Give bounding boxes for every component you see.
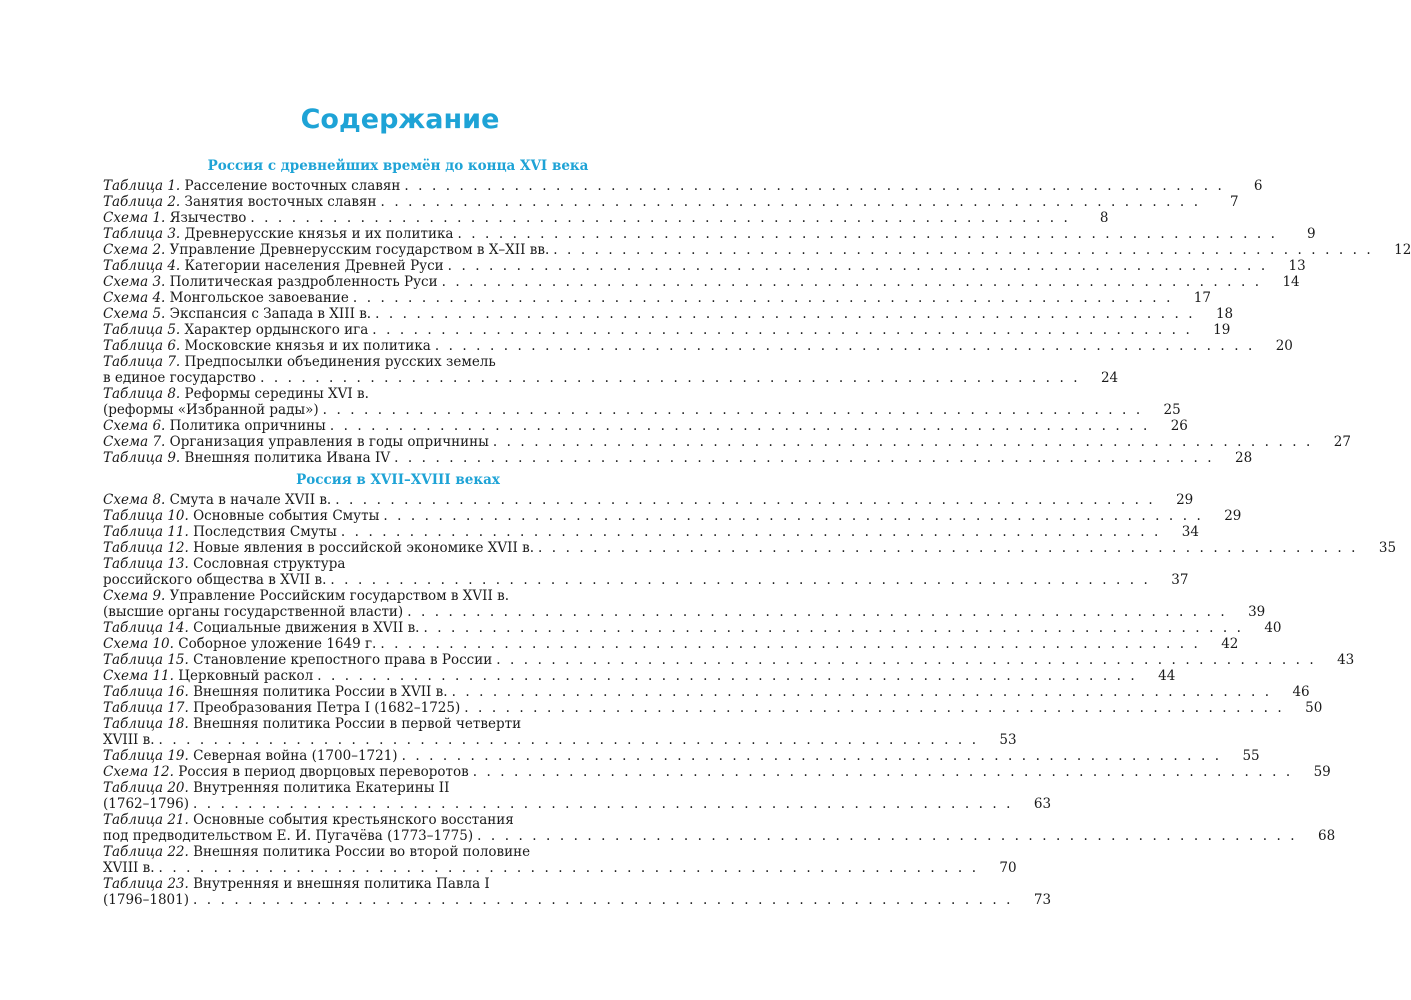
toc-entry[interactable] <box>103 418 1188 434</box>
toc-entry-line <box>103 418 1188 434</box>
toc-entry[interactable] <box>103 764 1331 780</box>
entry-title: XVIII в. <box>103 732 155 748</box>
toc-entry-line <box>103 402 1181 418</box>
page-number: 28 <box>1234 450 1253 466</box>
toc-entry[interactable] <box>103 386 1181 418</box>
toc-entry[interactable] <box>103 556 1189 588</box>
toc-entry[interactable] <box>103 876 1052 908</box>
entry-kind-label: Таблица 23. <box>103 876 189 892</box>
toc-entry-line <box>103 434 1351 450</box>
page-number: 34 <box>1181 524 1199 540</box>
page-number: 26 <box>1170 418 1188 434</box>
toc-entry-line <box>103 844 693 860</box>
entry-title: Реформы середины XVI в. <box>184 386 369 402</box>
toc-entry-line <box>103 716 693 732</box>
page-number: 73 <box>1033 892 1052 908</box>
dot-leader: . . . . . . . . . . . . . . . . . . . . . . . . . . . . . . . . . . . . . . . . . . . . . . . . . . . . . . . . . . . . <box>193 892 1014 908</box>
entry-kind-label: Схема 9. <box>103 588 166 604</box>
entry-kind-label: Таблица 6. <box>103 338 181 354</box>
page-number: 25 <box>1163 402 1181 418</box>
page-number: 19 <box>1213 322 1231 338</box>
toc-entry[interactable] <box>103 338 1293 354</box>
toc-entry[interactable] <box>103 748 1260 764</box>
toc-entry[interactable] <box>103 322 1231 338</box>
toc-entry-line <box>103 748 1260 764</box>
toc-entry[interactable] <box>103 492 1194 508</box>
entry-kind-label: Таблица 10. <box>103 508 189 524</box>
entry-title: Сословная структура <box>193 556 346 572</box>
page-number: 63 <box>1033 796 1052 812</box>
entry-title: под предводительством Е. И. Пугачёва (1773–1775) <box>103 828 474 844</box>
toc-entry-line <box>103 338 1293 354</box>
dot-leader: . . . . . . . . . . . . . . . . . . . . . . . . . . . . . . . . . . . . . . . . . . . . . . . . . . . . . . . . . . . . <box>492 434 1313 450</box>
dot-leader: . . . . . . . . . . . . . . . . . . . . . . . . . . . . . . . . . . . . . . . . . . . . . . . . . . . . . . . . . . . . <box>330 572 1151 588</box>
dot-leader: . . . . . . . . . . . . . . . . . . . . . . . . . . . . . . . . . . . . . . . . . . . . . . . . . . . . . . . . . . . . <box>472 764 1293 780</box>
entry-title: Соборное уложение 1649 г. <box>178 636 377 652</box>
page-number: 53 <box>999 732 1017 748</box>
entry-kind-label: Таблица 12. <box>103 540 189 556</box>
entry-title: (реформы «Избранной рады») <box>103 402 319 418</box>
toc-entry[interactable] <box>103 588 1266 620</box>
section-heading: Россия в XVII–XVIII веках <box>296 472 500 488</box>
toc-entry[interactable] <box>103 652 1355 668</box>
page-number: 59 <box>1313 764 1331 780</box>
page-number: 14 <box>1282 274 1300 290</box>
entry-title: Монгольское завоевание <box>169 290 349 306</box>
entry-title: Новые явления в российской экономике XVII в. <box>193 540 534 556</box>
toc-entry-line <box>103 242 1411 258</box>
entry-title: Экспансия с Запада в XIII в. <box>169 306 372 322</box>
entry-title: Основные события крестьянского восстания <box>193 812 514 828</box>
toc-entry-line <box>103 620 1282 636</box>
toc-entry-line <box>103 508 1242 524</box>
entry-kind-label: Таблица 17. <box>103 700 189 716</box>
page-number: 40 <box>1264 620 1282 636</box>
toc-entry-line <box>103 194 1239 210</box>
toc-entry[interactable] <box>103 178 1263 194</box>
dot-leader: . . . . . . . . . . . . . . . . . . . . . . . . . . . . . . . . . . . . . . . . . . . . . . . . . . . . . . . . . . . . <box>193 796 1014 812</box>
page-number: 24 <box>1100 370 1119 386</box>
dot-leader: . . . . . . . . . . . . . . . . . . . . . . . . . . . . . . . . . . . . . . . . . . . . . . . . . . . . . . . . . . . . <box>434 338 1255 354</box>
entry-kind-label: Схема 11. <box>103 668 174 684</box>
entry-title: Становление крепостного права в России <box>193 652 493 668</box>
entry-title: Московские князья и их политика <box>184 338 431 354</box>
entry-title: Расселение восточных славян <box>184 178 401 194</box>
entry-title: Политическая раздробленность Руси <box>169 274 438 290</box>
dot-leader: . . . . . . . . . . . . . . . . . . . . . . . . . . . . . . . . . . . . . . . . . . . . . . . . . . . . . . . . . . . . <box>464 700 1285 716</box>
toc-entry[interactable] <box>103 258 1306 274</box>
entry-kind-label: Таблица 7. <box>103 354 181 370</box>
page-number: 18 <box>1215 306 1234 322</box>
entry-kind-label: Схема 5. <box>103 306 166 322</box>
toc-entry[interactable] <box>103 274 1300 290</box>
toc-entry-line <box>103 876 693 892</box>
entry-title: Внешняя политика России во второй половине <box>193 844 531 860</box>
dot-leader: . . . . . . . . . . . . . . . . . . . . . . . . . . . . . . . . . . . . . . . . . . . . . . . . . . . . . . . . . . . . <box>451 684 1272 700</box>
dot-leader: . . . . . . . . . . . . . . . . . . . . . . . . . . . . . . . . . . . . . . . . . . . . . . . . . . . . . . . . . . . . <box>260 370 1081 386</box>
entry-title: Основные события Смуты <box>193 508 380 524</box>
page-number: 29 <box>1224 508 1242 524</box>
dot-leader: . . . . . . . . . . . . . . . . . . . . . . . . . . . . . . . . . . . . . . . . . . . . . . . . . . . . . . . . . . . . <box>538 540 1359 556</box>
toc-entry-line <box>103 306 1234 322</box>
entry-kind-label: Таблица 5. <box>103 322 181 338</box>
dot-leader: . . . . . . . . . . . . . . . . . . . . . . . . . . . . . . . . . . . . . . . . . . . . . . . . . . . . . . . . . . . . <box>380 194 1201 210</box>
entry-kind-label: Схема 12. <box>103 764 174 780</box>
toc-entry[interactable] <box>103 226 1316 242</box>
dot-leader: . . . . . . . . . . . . . . . . . . . . . . . . . . . . . . . . . . . . . . . . . . . . . . . . . . . . . . . . . . . . <box>553 242 1374 258</box>
entry-title: Категории населения Древней Руси <box>184 258 444 274</box>
dot-leader: . . . . . . . . . . . . . . . . . . . . . . . . . . . . . . . . . . . . . . . . . . . . . . . . . . . . . . . . . . . . <box>250 210 1071 226</box>
entry-title: Внутренняя политика Екатерины II <box>193 780 450 796</box>
entry-kind-label: Таблица 21. <box>103 812 189 828</box>
entry-kind-label: Таблица 4. <box>103 258 181 274</box>
toc-entry[interactable] <box>103 524 1199 540</box>
entry-title: Политика опричнины <box>169 418 326 434</box>
toc-entry-line <box>103 780 693 796</box>
page-number: 70 <box>999 860 1017 876</box>
toc-entry-line <box>103 684 1310 700</box>
page-number: 7 <box>1230 194 1239 210</box>
toc-entry-line <box>103 604 1266 620</box>
entry-title: Смута в начале XVII в. <box>169 492 332 508</box>
toc-entry[interactable] <box>103 780 1052 812</box>
toc-entry-line <box>103 386 693 402</box>
page-number: 17 <box>1193 290 1211 306</box>
toc-entry[interactable] <box>103 450 1253 466</box>
dot-leader: . . . . . . . . . . . . . . . . . . . . . . . . . . . . . . . . . . . . . . . . . . . . . . . . . . . . . . . . . . . . <box>158 732 979 748</box>
entry-kind-label: Схема 10. <box>103 636 174 652</box>
dot-leader: . . . . . . . . . . . . . . . . . . . . . . . . . . . . . . . . . . . . . . . . . . . . . . . . . . . . . . . . . . . . <box>329 418 1150 434</box>
entry-kind-label: Таблица 3. <box>103 226 181 242</box>
dot-leader: . . . . . . . . . . . . . . . . . . . . . . . . . . . . . . . . . . . . . . . . . . . . . . . . . . . . . . . . . . . . <box>380 636 1201 652</box>
dot-leader: . . . . . . . . . . . . . . . . . . . . . . . . . . . . . . . . . . . . . . . . . . . . . . . . . . . . . . . . . . . . <box>317 668 1138 684</box>
page-title: Содержание <box>300 104 500 135</box>
entry-kind-label: Схема 7. <box>103 434 166 450</box>
entry-kind-label: Таблица 14. <box>103 620 189 636</box>
entry-kind-label: Таблица 13. <box>103 556 189 572</box>
dot-leader: . . . . . . . . . . . . . . . . . . . . . . . . . . . . . . . . . . . . . . . . . . . . . . . . . . . . . . . . . . . . <box>158 860 979 876</box>
section-heading: Россия с древнейших времён до конца XVI века <box>207 158 589 174</box>
table-of-contents <box>103 158 1411 908</box>
toc-entry-line <box>103 226 1316 242</box>
toc-entry-line <box>103 860 1017 876</box>
toc-entry[interactable] <box>103 194 1239 210</box>
entry-title: Церковный раскол <box>178 668 314 684</box>
entry-title: Социальные движения в XVII в. <box>193 620 420 636</box>
toc-entry-line <box>103 258 1306 274</box>
page-number: 9 <box>1306 226 1316 242</box>
toc-entry[interactable] <box>103 684 1310 700</box>
page-number: 55 <box>1242 748 1260 764</box>
dot-leader: . . . . . . . . . . . . . . . . . . . . . . . . . . . . . . . . . . . . . . . . . . . . . . . . . . . . . . . . . . . . <box>401 748 1222 764</box>
toc-entry-line <box>103 450 1253 466</box>
entry-kind-label: Схема 4. <box>103 290 166 306</box>
page-number: 8 <box>1099 210 1109 226</box>
toc-entry[interactable] <box>103 620 1282 636</box>
toc-entry-line <box>103 274 1300 290</box>
dot-leader: . . . . . . . . . . . . . . . . . . . . . . . . . . . . . . . . . . . . . . . . . . . . . . . . . . . . . . . . . . . . <box>404 178 1225 194</box>
dot-leader: . . . . . . . . . . . . . . . . . . . . . . . . . . . . . . . . . . . . . . . . . . . . . . . . . . . . . . . . . . . . <box>423 620 1244 636</box>
page-number: 44 <box>1158 668 1176 684</box>
entry-title: российского общества в XVII в. <box>103 572 327 588</box>
toc-entry[interactable] <box>103 354 1119 386</box>
dot-leader: . . . . . . . . . . . . . . . . . . . . . . . . . . . . . . . . . . . . . . . . . . . . . . . . . . . . . . . . . . . . <box>375 306 1196 322</box>
toc-entry-line <box>103 732 1017 748</box>
page-number: 13 <box>1288 258 1306 274</box>
page-number: 43 <box>1337 652 1355 668</box>
toc-entry-line <box>103 556 693 572</box>
entry-title: Организация управления в годы опричнины <box>169 434 489 450</box>
toc-entry[interactable] <box>103 540 1397 556</box>
entry-title: в единое государство <box>103 370 257 386</box>
entry-kind-label: Таблица 8. <box>103 386 181 402</box>
toc-entry-line <box>103 322 1231 338</box>
dot-leader: . . . . . . . . . . . . . . . . . . . . . . . . . . . . . . . . . . . . . . . . . . . . . . . . . . . . . . . . . . . . <box>441 274 1262 290</box>
toc-entry-line <box>103 700 1323 716</box>
entry-title: Древнерусские князья и их политика <box>184 226 454 242</box>
dot-leader: . . . . . . . . . . . . . . . . . . . . . . . . . . . . . . . . . . . . . . . . . . . . . . . . . . . . . . . . . . . . <box>407 604 1228 620</box>
toc-entry-line <box>103 572 1189 588</box>
toc-entry[interactable] <box>103 636 1239 652</box>
dot-leader: . . . . . . . . . . . . . . . . . . . . . . . . . . . . . . . . . . . . . . . . . . . . . . . . . . . . . . . . . . . . <box>372 322 1193 338</box>
toc-entry-line <box>103 290 1211 306</box>
toc-entry[interactable] <box>103 434 1351 450</box>
entry-title: Управление Российским государством в XVII в. <box>169 588 510 604</box>
dot-leader: . . . . . . . . . . . . . . . . . . . . . . . . . . . . . . . . . . . . . . . . . . . . . . . . . . . . . . . . . . . . <box>394 450 1215 466</box>
page-number: 20 <box>1275 338 1293 354</box>
page-number: 35 <box>1378 540 1397 556</box>
entry-kind-label: Таблица 20. <box>103 780 189 796</box>
toc-entry-line <box>103 540 1397 556</box>
entry-kind-label: Таблица 9. <box>103 450 181 466</box>
entry-title: (1762–1796) <box>103 796 189 812</box>
page-number: 68 <box>1318 828 1336 844</box>
page-number: 27 <box>1333 434 1351 450</box>
toc-entry-line <box>103 354 693 370</box>
toc-entry[interactable] <box>103 242 1411 258</box>
page-number: 29 <box>1176 492 1194 508</box>
entry-kind-label: Таблица 19. <box>103 748 189 764</box>
toc-entry-line <box>103 828 1336 844</box>
toc-entry-line <box>103 370 1119 386</box>
entry-kind-label: Схема 6. <box>103 418 166 434</box>
toc-entry-line <box>103 636 1239 652</box>
entry-title: Внутренняя и внешняя политика Павла I <box>193 876 490 892</box>
entry-title: Последствия Смуты <box>193 524 337 540</box>
entry-kind-label: Схема 8. <box>103 492 166 508</box>
toc-entry[interactable] <box>103 290 1211 306</box>
dot-leader: . . . . . . . . . . . . . . . . . . . . . . . . . . . . . . . . . . . . . . . . . . . . . . . . . . . . . . . . . . . . <box>322 402 1143 418</box>
toc-entry[interactable] <box>103 700 1323 716</box>
page-number: 50 <box>1305 700 1323 716</box>
entry-title: XVIII в. <box>103 860 155 876</box>
entry-kind-label: Таблица 16. <box>103 684 189 700</box>
entry-kind-label: Таблица 18. <box>103 716 189 732</box>
page-number: 46 <box>1292 684 1310 700</box>
entry-kind-label: Таблица 22. <box>103 844 189 860</box>
entry-kind-label: Таблица 15. <box>103 652 189 668</box>
entry-kind-label: Схема 1. <box>103 210 166 226</box>
entry-kind-label: Схема 3. <box>103 274 166 290</box>
entry-title: Внешняя политика России в XVII в. <box>193 684 448 700</box>
page-number: 6 <box>1253 178 1263 194</box>
toc-entry-line <box>103 524 1199 540</box>
dot-leader: . . . . . . . . . . . . . . . . . . . . . . . . . . . . . . . . . . . . . . . . . . . . . . . . . . . . . . . . . . . . <box>340 524 1161 540</box>
entry-kind-label: Таблица 2. <box>103 194 181 210</box>
toc-entry[interactable] <box>103 812 1336 844</box>
toc-entry-line <box>103 178 1263 194</box>
dot-leader: . . . . . . . . . . . . . . . . . . . . . . . . . . . . . . . . . . . . . . . . . . . . . . . . . . . . . . . . . . . . <box>496 652 1317 668</box>
entry-title: Предпосылки объединения русских земель <box>184 354 496 370</box>
toc-entry-line <box>103 764 1331 780</box>
toc-entry[interactable] <box>103 716 1017 748</box>
entry-title: Характер ордынского ига <box>184 322 369 338</box>
toc-entry[interactable] <box>103 508 1242 524</box>
toc-entry-line <box>103 892 1052 908</box>
page-number: 39 <box>1248 604 1266 620</box>
toc-entry-line <box>103 492 1194 508</box>
entry-title: Управление Древнерусским государством в X–XII вв. <box>169 242 550 258</box>
dot-leader: . . . . . . . . . . . . . . . . . . . . . . . . . . . . . . . . . . . . . . . . . . . . . . . . . . . . . . . . . . . . <box>447 258 1268 274</box>
dot-leader: . . . . . . . . . . . . . . . . . . . . . . . . . . . . . . . . . . . . . . . . . . . . . . . . . . . . . . . . . . . . <box>335 492 1156 508</box>
toc-entry[interactable] <box>103 306 1234 322</box>
dot-leader: . . . . . . . . . . . . . . . . . . . . . . . . . . . . . . . . . . . . . . . . . . . . . . . . . . . . . . . . . . . . <box>383 508 1204 524</box>
toc-entry-line <box>103 796 1052 812</box>
entry-title: Преобразования Петра I (1682–1725) <box>193 700 461 716</box>
page-number: 12 <box>1394 242 1411 258</box>
entry-title: (высшие органы государственной власти) <box>103 604 404 620</box>
entry-title: Занятия восточных славян <box>184 194 377 210</box>
toc-entry-line <box>103 210 1109 226</box>
page-number: 37 <box>1171 572 1189 588</box>
toc-entry[interactable] <box>103 210 1109 226</box>
entry-kind-label: Таблица 1. <box>103 178 181 194</box>
entry-title: Внешняя политика России в первой четверти <box>193 716 522 732</box>
toc-entry[interactable] <box>103 668 1176 684</box>
toc-entry-line <box>103 652 1355 668</box>
entry-title: Язычество <box>169 210 247 226</box>
toc-entry-line <box>103 588 693 604</box>
dot-leader: . . . . . . . . . . . . . . . . . . . . . . . . . . . . . . . . . . . . . . . . . . . . . . . . . . . . . . . . . . . . <box>477 828 1298 844</box>
entry-title: Северная война (1700–1721) <box>193 748 398 764</box>
toc-entry-line <box>103 668 1176 684</box>
entry-title: (1796–1801) <box>103 892 189 908</box>
page-number: 42 <box>1221 636 1239 652</box>
dot-leader: . . . . . . . . . . . . . . . . . . . . . . . . . . . . . . . . . . . . . . . . . . . . . . . . . . . . . . . . . . . . <box>352 290 1173 306</box>
entry-kind-label: Таблица 11. <box>103 524 189 540</box>
entry-kind-label: Схема 2. <box>103 242 166 258</box>
entry-title: Россия в период дворцовых переворотов <box>178 764 469 780</box>
dot-leader: . . . . . . . . . . . . . . . . . . . . . . . . . . . . . . . . . . . . . . . . . . . . . . . . . . . . . . . . . . . . <box>457 226 1278 242</box>
toc-entry-line <box>103 812 693 828</box>
toc-entry[interactable] <box>103 844 1017 876</box>
entry-title: Внешняя политика Ивана IV <box>184 450 391 466</box>
